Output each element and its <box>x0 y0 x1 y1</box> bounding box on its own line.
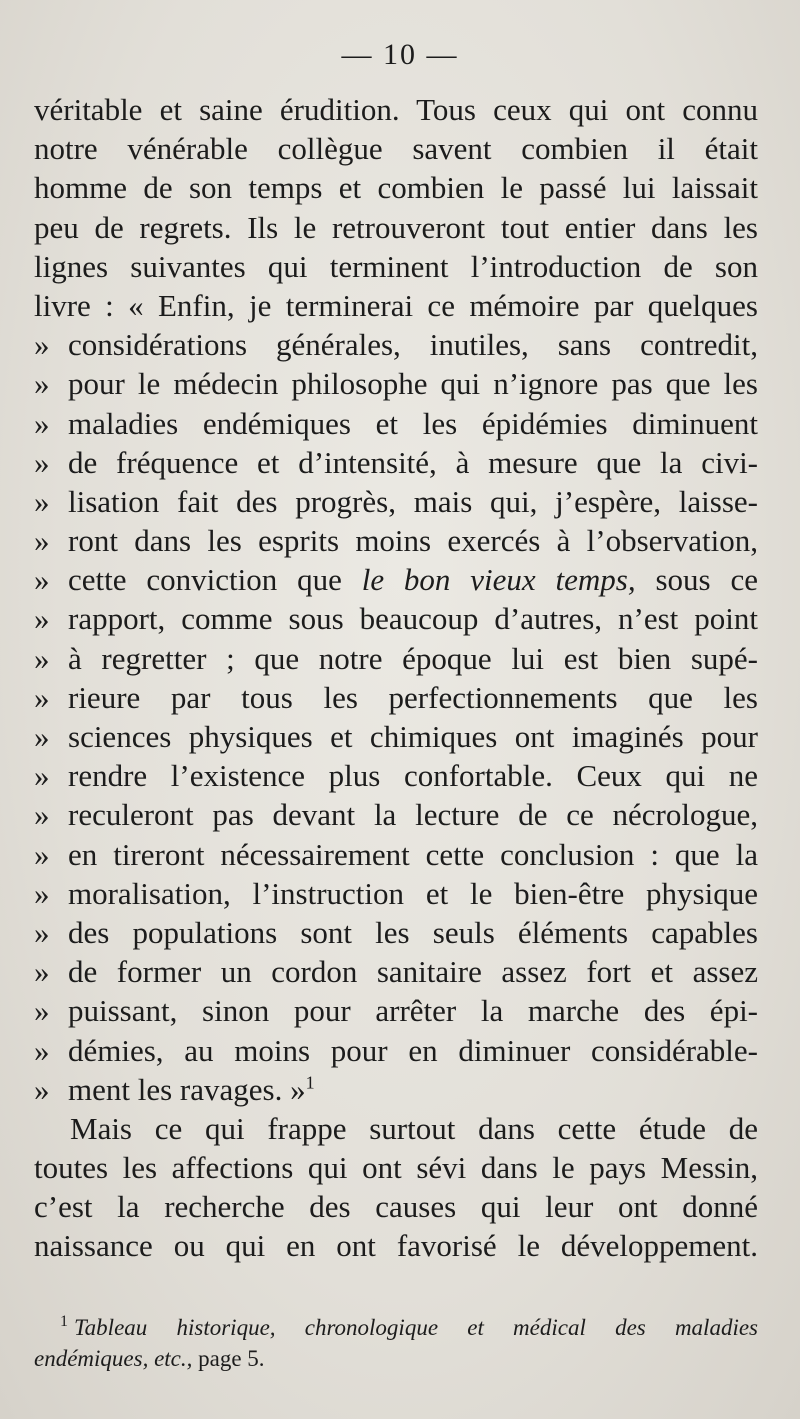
guillemet: » <box>34 1071 50 1107</box>
quoted-line: » sciences physiques et chimiques ont imaginés pour <box>34 717 758 756</box>
guillemet: » <box>34 327 50 363</box>
guillemet: » <box>34 993 50 1029</box>
text-line: notre vénérable collègue savent combien il était <box>34 131 758 167</box>
text-line: toutes les affections qui ont sévi dans le pays Messin, <box>34 1150 758 1186</box>
guillemet: » <box>34 836 50 872</box>
text-line: c’est la recherche des causes qui leur ont donné <box>34 1189 758 1225</box>
quoted-line: » en tireront nécessairement cette conclusion : que la <box>34 835 758 874</box>
guillemet: » <box>34 954 50 990</box>
footnote-reference: 1 <box>305 1072 315 1093</box>
footnote-line: endémiques, etc., page 5. <box>34 1346 265 1371</box>
guillemet: » <box>34 366 50 402</box>
guillemet: » <box>34 483 50 519</box>
quoted-line: » rendre l’existence plus confortable. Ceux qui ne <box>34 756 758 795</box>
guillemet: » <box>34 875 50 911</box>
guillemet: » <box>34 640 50 676</box>
quoted-line: » rapport, comme sous beaucoup d’autres, n’est point <box>34 599 758 638</box>
quoted-line: » de former un cordon sanitaire assez fort et assez <box>34 952 758 991</box>
italic-phrase: le bon vieux temps, <box>361 562 636 598</box>
text-line: Mais ce qui frappe surtout dans cette étude de <box>70 1110 758 1146</box>
guillemet: » <box>34 719 50 754</box>
quoted-line: » de fréquence et d’intensité, à mesure que la civi- <box>34 443 758 482</box>
quoted-line: » cette conviction que le bon vieux temps, sous ce <box>34 560 758 599</box>
text-line: homme de son temps et combien le passé lui laissait <box>34 170 758 206</box>
text-line: lignes suivantes qui terminent l’introduction de son <box>34 248 758 284</box>
guillemet: » <box>34 523 50 559</box>
text-line: véritable et saine érudition. Tous ceux qui ont connu <box>34 92 758 127</box>
quoted-line: » des populations sont les seuls éléments capables <box>34 913 758 952</box>
quoted-line: » rieure par tous les perfectionnements que les <box>34 678 758 717</box>
footnote <box>34 1312 758 1374</box>
quoted-line: » ment les ravages. »$^1$ <box>34 1070 758 1109</box>
guillemet: » <box>34 1032 50 1068</box>
quoted-line: » démies, au moins pour en diminuer considérable- <box>34 1031 758 1070</box>
quoted-line: » à regretter ; que notre époque lui est bien supé- <box>34 639 758 678</box>
quoted-line: » maladies endémiques et les épidémies diminuent <box>34 404 758 443</box>
text-line: peu de regrets. Ils le retrouveront tout entier dans les <box>34 209 758 245</box>
quoted-line: » lisation fait des progrès, mais qui, j’espère, laisse- <box>34 482 758 521</box>
quoted-line: » pour le médecin philosophe qui n’ignore pas que les <box>34 364 758 403</box>
quoted-line: » ront dans les esprits moins exercés à l’observation, <box>34 521 758 560</box>
guillemet: » <box>34 444 50 480</box>
guillemet: » <box>34 562 50 598</box>
text-line: naissance ou qui en ont favorisé le développement. <box>34 1228 758 1264</box>
guillemet: » <box>34 679 50 715</box>
footnote-marker: 1 <box>60 1313 68 1331</box>
guillemet: » <box>34 601 50 637</box>
quoted-line: » reculeront pas devant la lecture de ce nécrologue, <box>34 795 758 834</box>
quoted-line: » moralisation, l’instruction et le bien-être physique <box>34 874 758 913</box>
quoted-line: » considérations générales, inutiles, sans contredit, <box>34 325 758 364</box>
guillemet: » <box>34 914 50 950</box>
guillemet: » <box>34 758 50 794</box>
page-number: — 10 — <box>341 38 459 71</box>
footnote-line: $^1$ Tableau historique, chronologique et médical des maladies <box>60 1313 758 1340</box>
quoted-line: » puissant, sinon pour arrêter la marche des épi- <box>34 991 758 1030</box>
guillemet: » <box>34 797 50 833</box>
text-line: livre : « Enfin, je terminerai ce mémoire par quelques <box>34 287 758 323</box>
guillemet: » <box>34 405 50 441</box>
body-text <box>34 90 758 1266</box>
